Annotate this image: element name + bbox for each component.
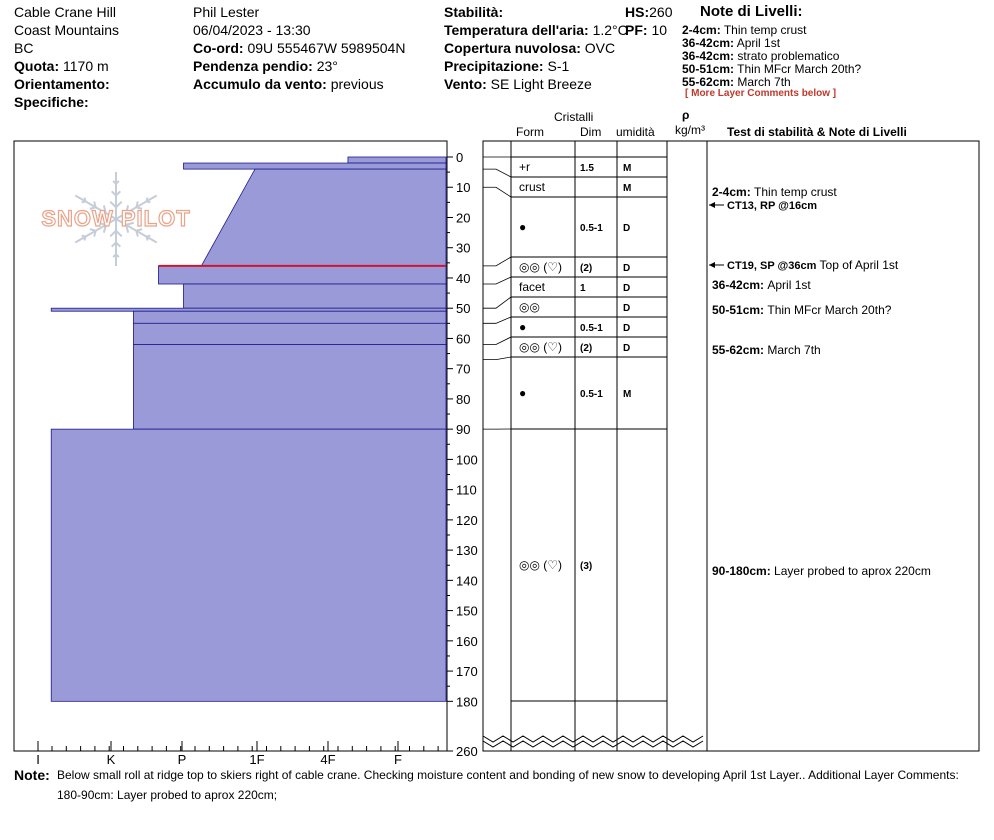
snowflake-branch — [82, 236, 86, 237]
note-line-1: Below small roll at ridge top to skiers right of cable crane. Checking moisture content and bonding of new snow to developing April 1st Layer.. Additional Layer Comments: — [57, 768, 959, 782]
depth-tick-label: 50 — [456, 301, 471, 317]
snowflake-branch — [147, 236, 151, 237]
snowflake-branch — [84, 197, 85, 201]
hardness-layer — [158, 266, 446, 284]
hs-value: 260 — [649, 4, 673, 20]
crystal-form: ◎◎ (♡) — [519, 558, 563, 572]
depth-tick-label: 180 — [456, 694, 478, 710]
crystal-moisture: D — [623, 283, 631, 294]
hardness-tick-label: F — [394, 752, 402, 767]
depth-tick-label: 70 — [456, 361, 471, 377]
axis-break — [483, 736, 703, 742]
hardness-layer — [133, 311, 446, 323]
layer-comment — [712, 278, 811, 292]
depth-tick-label: 90 — [456, 422, 471, 438]
hs-label: HS: — [625, 4, 650, 20]
size-header: Dim — [580, 125, 602, 139]
precip-value: S-1 — [547, 58, 570, 74]
depth-connector — [483, 337, 511, 344]
mountain-range: Coast Mountains — [14, 22, 120, 38]
layer-comment-text: Layer probed to aprox 220cm — [774, 564, 931, 578]
depth-tick-label: 110 — [456, 482, 477, 498]
depth-connector — [483, 297, 511, 308]
note-label: Note: — [14, 767, 50, 783]
crystal-moisture: D — [623, 323, 631, 334]
crystal-moisture: M — [623, 389, 632, 400]
hardness-tick-label: 4F — [320, 752, 336, 767]
layer-comment — [712, 343, 821, 357]
crystal-form: ◎◎ — [519, 300, 540, 314]
hardness-layer — [348, 157, 446, 163]
hardness-layer — [133, 323, 446, 344]
pf-label: PF: — [625, 22, 648, 38]
hardness-axis — [36, 741, 438, 767]
depth-tick-label: 10 — [456, 180, 471, 196]
crystal-size: 0.5-1 — [580, 223, 603, 234]
more-comments-link[interactable]: [ More Layer Comments below ] — [685, 88, 837, 99]
datetime: 06/04/2023 - 13:30 — [193, 22, 311, 38]
stability-label: Stabilità: — [444, 4, 504, 20]
air-temp-label: Temperatura dell'aria: — [444, 22, 589, 38]
crystal-moisture: M — [623, 183, 632, 194]
elevation-label: Quota: — [14, 58, 60, 74]
depth-tick-label: 170 — [456, 664, 478, 680]
layer-notes-title: Note di Livelli: — [700, 3, 803, 20]
depth-tick-label: 150 — [456, 603, 478, 619]
table-frame — [483, 141, 979, 751]
crystal-moisture: D — [623, 223, 631, 234]
crystal-form: ◎◎ (♡) — [519, 340, 563, 354]
hardness-layers — [51, 157, 446, 701]
crystal-moisture: D — [623, 303, 631, 314]
hardness-tick-label: I — [36, 752, 40, 767]
specifics-label: Specifiche: — [14, 94, 89, 110]
depth-tick-label: 0 — [456, 150, 464, 165]
layer-comments — [709, 185, 931, 578]
crystal-moisture: M — [623, 163, 632, 174]
depth-connector — [483, 357, 511, 360]
layer-note: 36-42cm: strato problematico — [682, 49, 840, 63]
elevation-value: 1170 m — [63, 58, 109, 74]
air-temp-value: 1.2°C — [592, 22, 628, 38]
depth-tick-label: 260 — [456, 744, 478, 759]
crystal-form: ● — [519, 320, 527, 334]
wind-loading-label: Accumulo da vento: — [193, 76, 327, 92]
note-line-2: 180-90cm: Layer probed to aprox 220cm; — [57, 788, 278, 802]
aspect-label: Orientamento: — [14, 76, 110, 92]
location: Cable Crane Hill — [14, 4, 116, 20]
depth-connector — [483, 277, 511, 284]
depth-connector — [483, 257, 511, 266]
layer-comment-range: 55-62cm: — [712, 343, 768, 357]
snowflake-branch — [82, 201, 86, 202]
precip-label: Precipitazione: — [444, 58, 544, 74]
snowflake-branch — [147, 201, 151, 202]
depth-connector — [483, 187, 511, 197]
depth-tick-label: 40 — [456, 270, 471, 286]
logo-text: SNOW PILOT — [41, 206, 191, 231]
coord-value: 09U 555467W 5989504N — [247, 40, 406, 56]
crystal-size: (2) — [580, 343, 593, 354]
crystal-table — [447, 141, 979, 751]
wind-loading-value: previous — [330, 76, 384, 92]
crystal-size: 0.5-1 — [580, 389, 603, 400]
moisture-header: umidità — [616, 125, 655, 139]
wind-value: SE Light Breeze — [490, 76, 592, 92]
depth-tick-label: 140 — [456, 573, 478, 589]
crystal-size: 1.5 — [580, 163, 594, 174]
crystal-form: ◎◎ (♡) — [519, 260, 563, 274]
crystals-header: Cristalli — [554, 110, 594, 124]
density-symbol: ρ — [682, 108, 690, 122]
hardness-layer — [184, 163, 447, 169]
stability-test: CT19, SP @36cm Top of April 1st — [727, 258, 899, 272]
depth-tick-label: 120 — [456, 512, 478, 528]
hardness-layer — [184, 284, 447, 308]
snowflake-branch — [147, 237, 148, 241]
slope-label: Pendenza pendio: — [193, 58, 313, 74]
depth-tick-label: 20 — [456, 210, 471, 226]
cloud-label: Copertura nuvolosa: — [444, 40, 581, 56]
depth-tick-label: 60 — [456, 331, 471, 347]
depth-tick-label: 80 — [456, 391, 471, 407]
layer-comment — [712, 564, 931, 578]
crystal-size: (3) — [580, 561, 593, 572]
layer-comment-text: Thin temp crust — [754, 185, 837, 199]
stability-test: CT13, RP @16cm — [727, 200, 818, 212]
layer-comment — [712, 185, 837, 199]
snow-pilot-logo — [41, 172, 190, 266]
density-unit: kg/m³ — [675, 123, 705, 137]
stability-test-note: Top of April 1st — [816, 258, 899, 272]
test-arrow-head — [709, 202, 715, 208]
hardness-tick-label: K — [106, 752, 116, 767]
crystal-moisture: D — [623, 263, 631, 274]
test-arrow-head — [709, 262, 715, 268]
layer-note: 50-51cm: Thin MFcr March 20th? — [682, 62, 862, 76]
layer-note: 55-62cm: March 7th — [682, 75, 791, 89]
form-header: Form — [516, 125, 544, 139]
depth-tick-label: 160 — [456, 633, 478, 649]
depth-connector — [483, 169, 511, 177]
layer-comment-text: April 1st — [767, 278, 811, 292]
slope-value: 23° — [316, 58, 338, 74]
depth-tick-label: 100 — [456, 452, 478, 468]
layer-comment-range: 50-51cm: — [712, 303, 768, 317]
hardness-layer — [51, 429, 446, 701]
layer-comment-range: 90-180cm: — [712, 564, 775, 578]
province: BC — [14, 40, 34, 56]
hardness-layer — [51, 308, 446, 311]
coord-label: Co-ord: — [193, 40, 244, 56]
crystal-size: 1 — [580, 283, 586, 294]
cloud-value: OVC — [584, 40, 616, 56]
layer-comment-range: 2-4cm: — [712, 185, 755, 199]
crystal-moisture: D — [623, 343, 631, 354]
depth-connector — [483, 317, 511, 323]
hardness-layer — [133, 344, 446, 429]
crystal-form: ● — [519, 220, 527, 234]
snowflake-branch — [136, 231, 137, 237]
tests-header: Test di stabilità & Note di Livelli — [727, 125, 907, 139]
layer-comment-text: March 7th — [767, 343, 821, 357]
hardness-layer — [201, 169, 446, 266]
hardness-tick-label: 1F — [249, 752, 265, 767]
observer: Phil Lester — [193, 4, 260, 20]
layer-comment-text: Thin MFcr March 20th? — [767, 303, 892, 317]
layer-note: 36-42cm: April 1st — [682, 36, 781, 50]
layer-note: 2-4cm: Thin temp crust — [682, 23, 807, 37]
layer-comment-range: 36-42cm: — [712, 278, 768, 292]
hardness-tick-label: P — [177, 752, 187, 767]
crystal-size: 0.5-1 — [580, 323, 603, 334]
depth-tick-label: 130 — [456, 543, 478, 559]
crystal-size: (2) — [580, 263, 593, 274]
pf-value: 10 — [651, 22, 668, 38]
depth-axis — [447, 150, 478, 759]
depth-tick-label: 30 — [456, 240, 471, 256]
crystal-form: facet — [519, 280, 546, 294]
snowflake-branch — [94, 231, 95, 237]
crystal-form: +r — [519, 160, 531, 174]
crystal-form: ● — [519, 386, 527, 400]
crystal-form: crust — [519, 180, 546, 194]
wind-label: Vento: — [444, 76, 487, 92]
layer-comment — [712, 303, 892, 317]
